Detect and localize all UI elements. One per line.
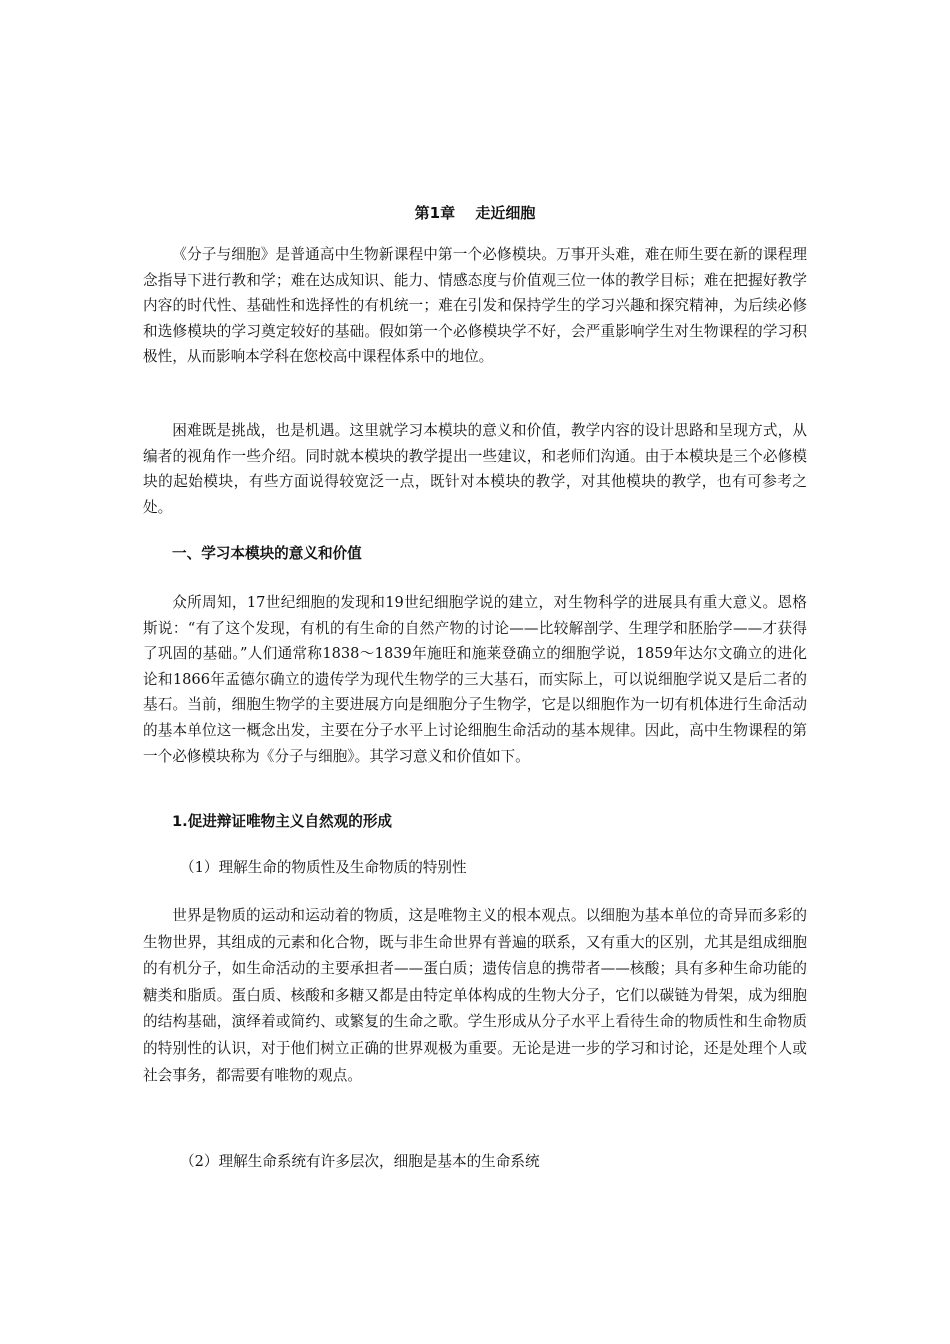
subsection-heading: 1.促进辩证唯物主义自然观的形成 — [172, 813, 393, 830]
point-1-paragraph: 世界是物质的运动和运动着的物质，这是唯物主义的根本观点。以细胞为基本单位的奇异而多彩的生物世界，其组成的元素和化合物，既与非生命世界有普遍的联系，又有重大的区别，尤其是组成细胞的有机分子，如生命活动的主要承担者——蛋白质；遗传信息的携带者——核酸；具有多种生命功能的糖类和脂质。蛋白质、核酸和多糖又都是由特定单体构成的生物大分子，它们以碳链为骨架，成为细胞的结构基础，演绎着或简约、或繁复的生命之歌。学生形成从分子水平上看待生命的物质性和生命物质的特别性的认识，对于他们树立正确的世界观极为重要。无论是进一步的学习和讨论，还是处理个人或社会事务，都需要有唯物的观点。 — [143, 907, 807, 1084]
intro-paragraph-2: 困难既是挑战，也是机遇。这里就学习本模块的意义和价值，教学内容的设计思路和呈现方式，从编者的视角作一些介绍。同时就本模块的教学提出一些建议，和老师们沟通。由于本模块是三个必修模块的起始模块，有些方面说得较宽泛一点，既针对本模块的教学，对其他模块的教学，也有可参考之处。 — [143, 422, 807, 516]
intro-paragraph-1: 《分子与细胞》是普通高中生物新课程中第一个必修模块。万事开头难，难在师生要在新的课程理念指导下进行教和学；难在达成知识、能力、情感态度与价值观三位一体的教学目标；难在把握好教学内容的时代性、基础性和选择性的有机统一；难在引发和保持学生的学习兴趣和探究精神，为后续必修和选修模块的学习奠定较好的基础。假如第一个必修模块学不好，会严重影响学生对生物课程的学习积极性，从而影响本学科在您校高中课程体系中的地位。 — [143, 246, 807, 366]
section-heading: 一、学习本模块的意义和价值 — [172, 545, 362, 562]
point-2-title: （2）理解生命系统有许多层次，细胞是基本的生命系统 — [180, 1153, 540, 1170]
section-paragraph: 众所周知，17世纪细胞的发现和19世纪细胞学说的建立，对生物科学的进展具有重大意义。恩格斯说：“有了这个发现，有机的有生命的自然产物的讨论——比较解剖学、生理学和胚胎学——才获得了巩固的基础。”人们通常称1838～1839年施旺和施莱登确立的细胞学说，1859年达尔文确立的进化论和1866年孟德尔确立的遗传学为现代生物学的三大基石，而实际上，可以说细胞学说又是后二者的基石。当前，细胞生物学的主要进展方向是细胞分子生物学，它是以细胞作为一切有机体进行生命活动的基本单位这一概念出发，主要在分子水平上讨论细胞生命活动的基本规律。因此，高中生物课程的第一个必修模块称为《分子与细胞》。其学习意义和价值如下。 — [143, 594, 807, 765]
point-1-title: （1）理解生命的物质性及生命物质的特别性 — [180, 859, 467, 876]
chapter-title: 第1章 走近细胞 — [414, 204, 536, 222]
